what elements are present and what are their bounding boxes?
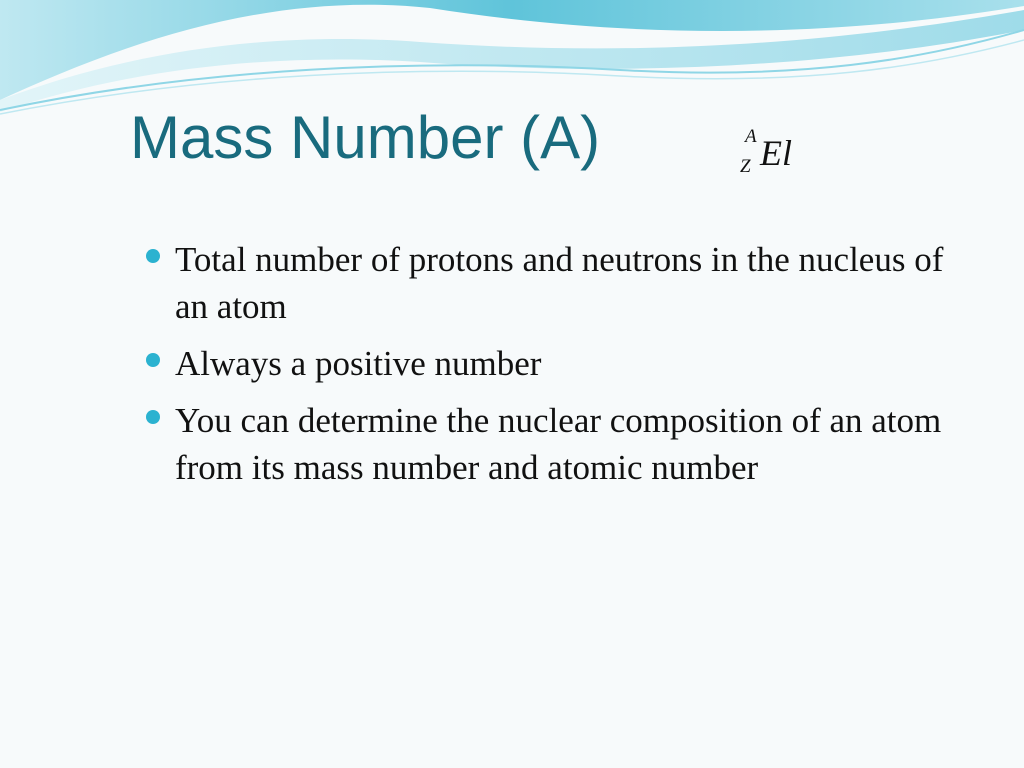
atomic-number-subscript: Z [740,156,751,177]
slide-title: Mass Number (A) [130,104,601,171]
bullet-item [145,340,965,387]
isotope-notation [738,126,818,182]
bullet-text: Always a positive number [175,344,542,383]
bullet-item [145,397,965,491]
bullet-dot-icon [146,410,160,424]
element-symbol: El [760,133,792,173]
mass-number-superscript: A [745,126,757,147]
bullet-list [145,236,965,501]
bullet-dot-icon [146,353,160,367]
bullet-text: Total number of protons and neutrons in the nucleus of an atom [175,240,944,326]
bullet-item [145,236,965,330]
bullet-dot-icon [146,249,160,263]
bullet-text: You can determine the nuclear composition of an atom from its mass number and atomic number [175,401,942,487]
